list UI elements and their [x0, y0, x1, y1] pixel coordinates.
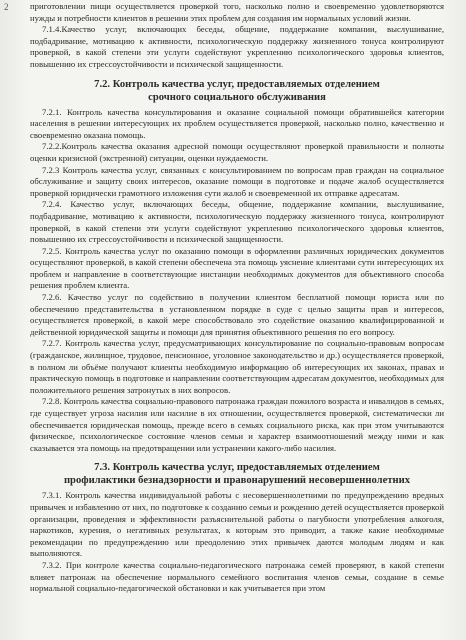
intro-paragraph: приготовлении пищи осуществляется проверкой того, насколько полно и своевременно удовлетворяются нужды и потребности клиентов в решении этих проблем для создания им нормальных условий жизни. — [30, 1, 444, 23]
section-7-2-heading-line2: срочного социального обслуживания — [148, 91, 326, 103]
paragraph-7-2-4: 7.2.4. Качество услуг, включающих беседы, общение, поддержание компании, выслушивание, подбадривание, мотивацию к активности, психологическую поддержку жизненного тонуса, контролируют проверкой, в какой степени эти услуги содействуют укреплению психологического здоровья клиентов, повышению их стрессоустойчивости и психической защищенности. — [30, 199, 444, 245]
section-7-2-heading-line1: 7.2. Контроль качества услуг, предоставляемых отделением — [94, 78, 380, 90]
paragraph-7-3-1: 7.3.1. Контроль качества индивидуальной работы с несовершеннолетними по предупреждению вредных привычек и избавлению от них, по подготовке к созданию семьи и рождению детей осуществляется проверкой организации, проведения и эффективности разъяснительной работы о пагубности употребления алкоголя, наркотиков, курения, о негативных результатах, к которым это приводит, а также какие необходимые рекомендации по предупреждению или преодолению этих привычек даются молодым людям и как выполняются. — [30, 490, 444, 559]
paragraph-7-2-1: 7.2.1. Контроль качества консультирования и оказание социальной помощи обратившейся категории населения в решении интересующих их проблем осуществляется проверкой, насколько полно, качественно и своевременно оказана помощь. — [30, 106, 444, 140]
paragraph-7-2-8: 7.2.8. Контроль качества социально-правового патронажа граждан пожилого возраста и инвалидов в семьях, где существует угроза насилия или насилие в их отношении, осуществляется проверкой, систематически ли обеспечивается юридическая помощь, прежде всего в семьях социального риска, как при этом учитываются физическое, психологическое состояние членов семьи и характер взаимоотношений между ними и как сказывается эта помощь на предотвращении или устранении какого-либо насилия. — [30, 396, 444, 453]
paragraph-7-1-4: 7.1.4.Качество услуг, включающих беседы, общение, поддержание компании, выслушивание, подбадривание, мотивацию к активности, психологическую поддержку жизненного тонуса контролируют проверкой, в какой степени эти услуги содействуют укреплению психологического здоровья клиентов, повышению их стрессоустойчивости и психической защищенности. — [30, 24, 444, 69]
page-mark: 2 — [4, 2, 9, 12]
paragraph-7-2-7: 7.2.7. Контроль качества услуг, предусматривающих консультирование по социально-правовым вопросам (гражданское, жилищное, трудовое, пенсионное, уголовное законодательство и др.) осуществляется проверкой, в полном ли объёме получают клиенты необходимую информацию об интересующих их законах, правах и практическую помощь в подготовке и направлении соответствующим адресатам документов, необходимых для положительного решения затронутых в них вопросов. — [30, 338, 444, 395]
paragraph-7-2-2: 7.2.2.Контроль качества оказания адресной помощи осуществляют проверкой правильности и полноты оценки кризисной (экстренной) ситуации, оценки нуждаемости. — [30, 141, 444, 163]
section-7-3-heading-line2: профилактики безнадзорности и правонарушений несовершеннолетних — [63, 475, 411, 487]
paragraph-7-2-6: 7.2.6. Качество услуг по содействию в получении клиентом бесплатной помощи юриста или по обеспечению представительства в установленном порядке в суде с целью защиты прав и интересов, осуществляется проверкой, в какой мере способствовало это содействие оказанию квалифицированной и действенной юридической защиты и помощи для принятия объективного решения по его вопросу. — [30, 292, 444, 337]
section-7-3-heading-line1: 7.3. Контроль качества услуг, предоставляемых отделением — [94, 462, 380, 474]
paragraph-7-2-3: 7.2.3 Контроль качества услуг, связанных с консультированием по вопросам прав граждан на социальное обслуживание и защиту своих интересов, оказание помощи в подготовке и подаче жалоб осуществляется проверкой юридически грамотного изложения сути жалоб и своевременной их отправке адресатам. — [30, 164, 444, 198]
section-7-2-heading — [30, 78, 444, 104]
section-7-3-heading — [30, 461, 444, 487]
paragraph-7-2-5: 7.2.5. Контроль качества услуг по оказанию помощи в оформлении различных юридических документов осуществляют проверкой, в какой степени обеспечена эта помощь уяснение клиентами сути интересующих их проблем и направление в соответствующие инстанции необходимых документов для объективного способа решения проблем клиента. — [30, 245, 444, 291]
paragraph-7-3-2: 7.3.2. При контроле качества социально-педагогического патронажа семей проверяют, в какой степени влияет патронаж на обеспечение нормального семейного воспитания членов семьи, создание в семье нормальной социально-педагогической обстановки и как учитывается при этом — [30, 559, 444, 594]
